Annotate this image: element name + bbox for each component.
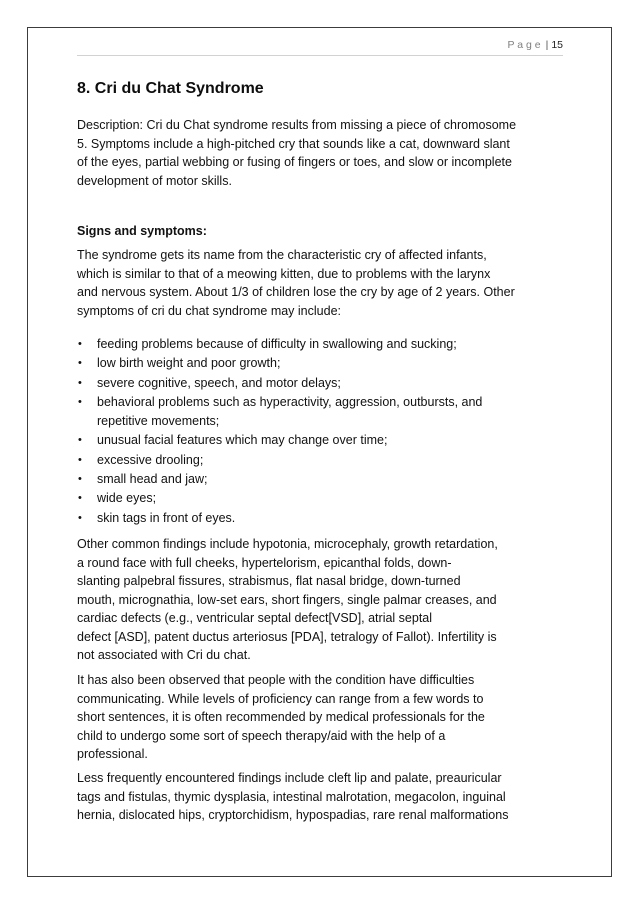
page-label: P a g e	[507, 39, 541, 51]
bullet-icon: •	[78, 338, 82, 350]
findings-line: defect [ASD], patent ductus arteriosus [PDA], tetralogy of Fallot). Infertility is	[77, 629, 497, 644]
description-line: 5. Symptoms include a high-pitched cry that sounds like a cat, downward slant	[77, 136, 510, 151]
symptom-list-item	[77, 393, 563, 432]
symptom-list-item	[77, 489, 563, 508]
description-line: Description: Cri du Chat syndrome results from missing a piece of chromosome	[77, 118, 517, 132]
bullet-icon: •	[78, 511, 82, 524]
bullet-icon: •	[78, 434, 82, 447]
findings-line: cardiac defects (e.g., ventricular septal defect[VSD], atrial septal	[77, 611, 433, 625]
rare-findings-line: tags and fistulas, thymic dysplasia, intestinal malrotation, megacolon, inguinal	[77, 789, 506, 804]
symptom-text: feeding problems because of difficulty in swallowing and sucking;	[97, 337, 457, 351]
symptom-list-item	[77, 354, 563, 373]
communication-line: short sentences, it is often recommended by medical professionals for the	[77, 710, 485, 724]
bullet-icon: •	[78, 473, 82, 486]
rare-findings-paragraph	[77, 769, 563, 825]
page-number: 15	[551, 39, 563, 51]
description-line: of the eyes, partial webbing or fusing of fingers or toes, and slow or incomplete	[77, 155, 512, 169]
findings-line: not associated with Cri du chat.	[77, 648, 251, 662]
symptom-text: wide eyes;	[97, 491, 157, 506]
symptom-text: skin tags in front of eyes.	[97, 510, 236, 525]
rare-findings-line: Less frequently encountered findings include cleft lip and palate, preauricular	[77, 771, 502, 785]
signs-intro-paragraph	[77, 246, 563, 320]
signs-intro-line: and nervous system. About 1/3 of children lose the cry by age of 2 years. Other	[77, 285, 515, 299]
symptom-list-item	[77, 509, 563, 528]
symptom-text: unusual facial features which may change over time;	[97, 433, 388, 448]
findings-line: Other common findings include hypotonia, microcephaly, growth retardation,	[77, 537, 498, 551]
signs-intro-line: which is similar to that of a meowing kitten, due to problems with the larynx	[77, 266, 491, 281]
symptom-list-item	[77, 335, 563, 354]
symptom-text: excessive drooling;	[97, 452, 204, 467]
communication-paragraph	[77, 671, 563, 764]
bullet-icon: •	[78, 357, 82, 370]
findings-line: mouth, micrognathia, low-set ears, short fingers, single palmar creases, and	[77, 592, 497, 607]
symptom-text: repetitive movements;	[97, 414, 220, 429]
bullet-icon: •	[78, 376, 82, 389]
bullet-icon: •	[78, 395, 82, 408]
symptom-list-item	[77, 451, 563, 470]
symptom-text: low birth weight and poor growth;	[97, 356, 281, 371]
symptom-text: severe cognitive, speech, and motor delays;	[97, 375, 341, 390]
symptom-list	[77, 335, 563, 528]
section-title: 8. Cri du Chat Syndrome	[77, 80, 264, 97]
description-paragraph	[77, 116, 563, 190]
page-header	[507, 38, 563, 52]
signs-heading-block	[77, 222, 563, 241]
symptom-text: behavioral problems such as hyperactivity, aggression, outbursts, and	[97, 394, 483, 409]
signs-intro-line: symptoms of cri du chat syndrome may include:	[77, 303, 341, 318]
findings-paragraph	[77, 535, 563, 665]
signs-heading: Signs and symptoms:	[77, 224, 207, 238]
symptom-text: small head and jaw;	[97, 472, 208, 487]
communication-line: It has also been observed that people with the condition have difficulties	[77, 673, 475, 687]
description-line: development of motor skills.	[77, 173, 232, 188]
header-rule	[77, 55, 563, 56]
signs-intro-line: The syndrome gets its name from the characteristic cry of affected infants,	[77, 248, 487, 262]
communication-line: communicating. While levels of proficiency can range from a few words to	[77, 691, 484, 706]
findings-line: slanting palpebral fissures, strabismus, flat nasal bridge, down-turned	[77, 574, 461, 588]
communication-line: child to undergo some sort of speech therapy/aid with the help of a	[77, 728, 446, 743]
bullet-icon: •	[78, 453, 82, 466]
symptom-list-item	[77, 431, 563, 450]
page-separator: |	[545, 39, 549, 51]
rare-findings-line: hernia, dislocated hips, cryptorchidism, hypospadias, rare renal malformations	[77, 808, 509, 822]
findings-line: a round face with full cheeks, hypertelorism, epicanthal folds, down-	[77, 555, 452, 570]
symptom-list-item	[77, 470, 563, 489]
communication-line: professional.	[77, 747, 148, 761]
symptom-list-item	[77, 374, 563, 393]
bullet-icon: •	[78, 492, 82, 505]
